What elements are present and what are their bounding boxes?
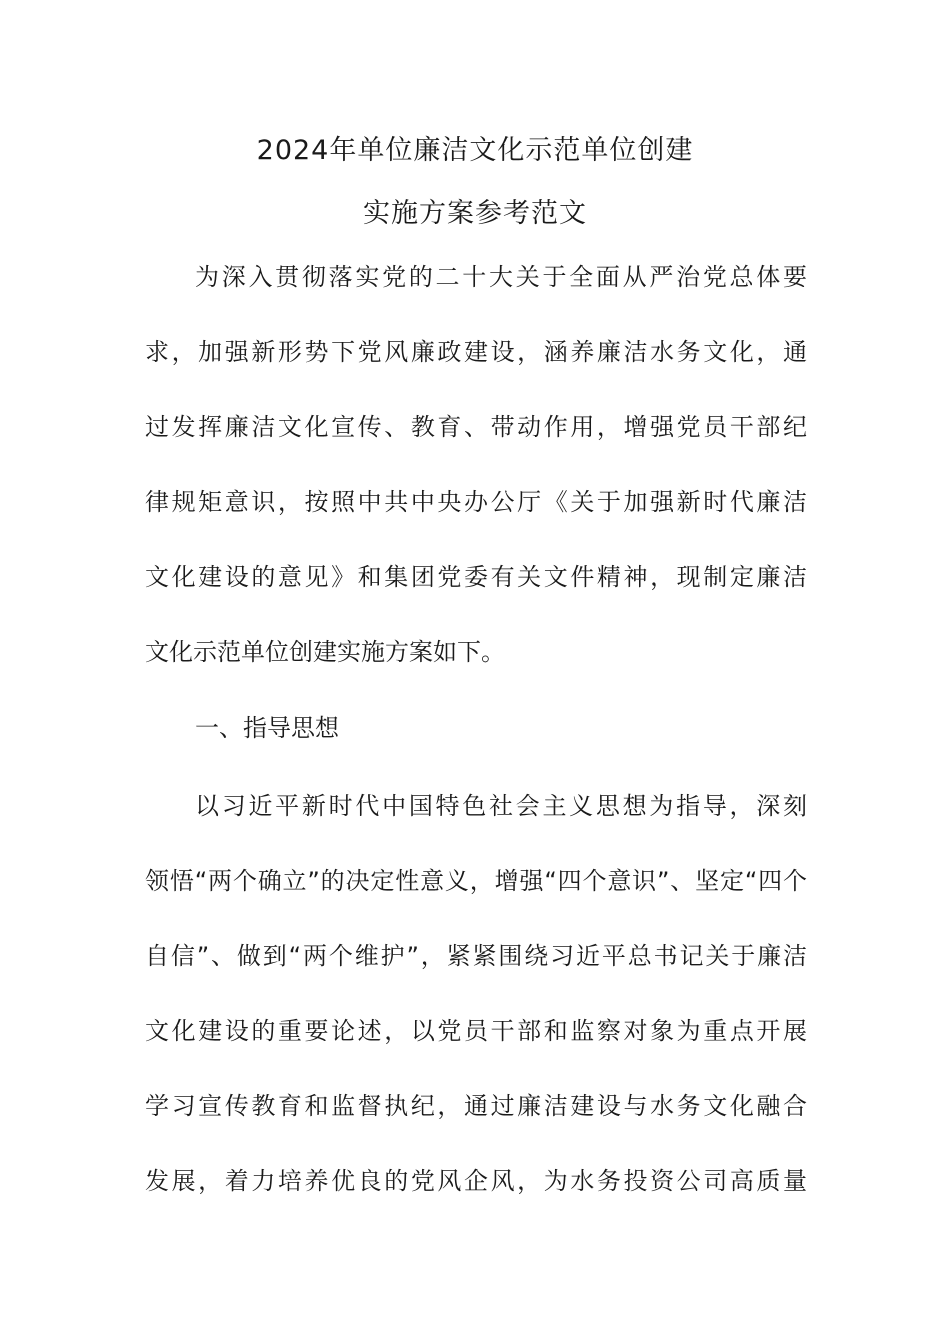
document-title-line-2: 实施方案参考范文 xyxy=(363,198,587,229)
paragraph-1-line-6: 文化示范单位创建实施方案如下。 xyxy=(145,638,505,666)
paragraph-2-line-1: 以习近平新时代中国特色社会主义思想为指导，深刻 xyxy=(195,792,807,820)
paragraph-2-line-3: 自信”、做到“两个维护”，紧紧围绕习近平总书记关于廉洁 xyxy=(145,942,807,970)
paragraph-1-line-3: 过发挥廉洁文化宣传、教育、带动作用，增强党员干部纪 xyxy=(145,413,807,441)
paragraph-2-line-5: 学习宣传教育和监督执纪，通过廉洁建设与水务文化融合 xyxy=(145,1092,807,1120)
paragraph-2-line-6: 发展，着力培养优良的党风企风，为水务投资公司高质量 xyxy=(145,1167,807,1195)
paragraph-1-line-4: 律规矩意识，按照中共中央办公厅《关于加强新时代廉洁 xyxy=(145,488,807,516)
paragraph-2-line-2: 领悟“两个确立”的决定性意义，增强“四个意识”、坚定“四个 xyxy=(145,867,807,895)
paragraph-1-line-5: 文化建设的意见》和集团党委有关文件精神，现制定廉洁 xyxy=(145,563,807,591)
paragraph-2-line-4: 文化建设的重要论述，以党员干部和监察对象为重点开展 xyxy=(145,1017,807,1045)
section-1-heading: 一、指导思想 xyxy=(195,714,339,742)
paragraph-1-line-1: 为深入贯彻落实党的二十大关于全面从严治党总体要 xyxy=(195,263,807,291)
paragraph-1-line-2: 求，加强新形势下党风廉政建设，涵养廉洁水务文化，通 xyxy=(145,338,807,366)
document-title-line-1: 2024年单位廉洁文化示范单位创建 xyxy=(256,135,694,166)
